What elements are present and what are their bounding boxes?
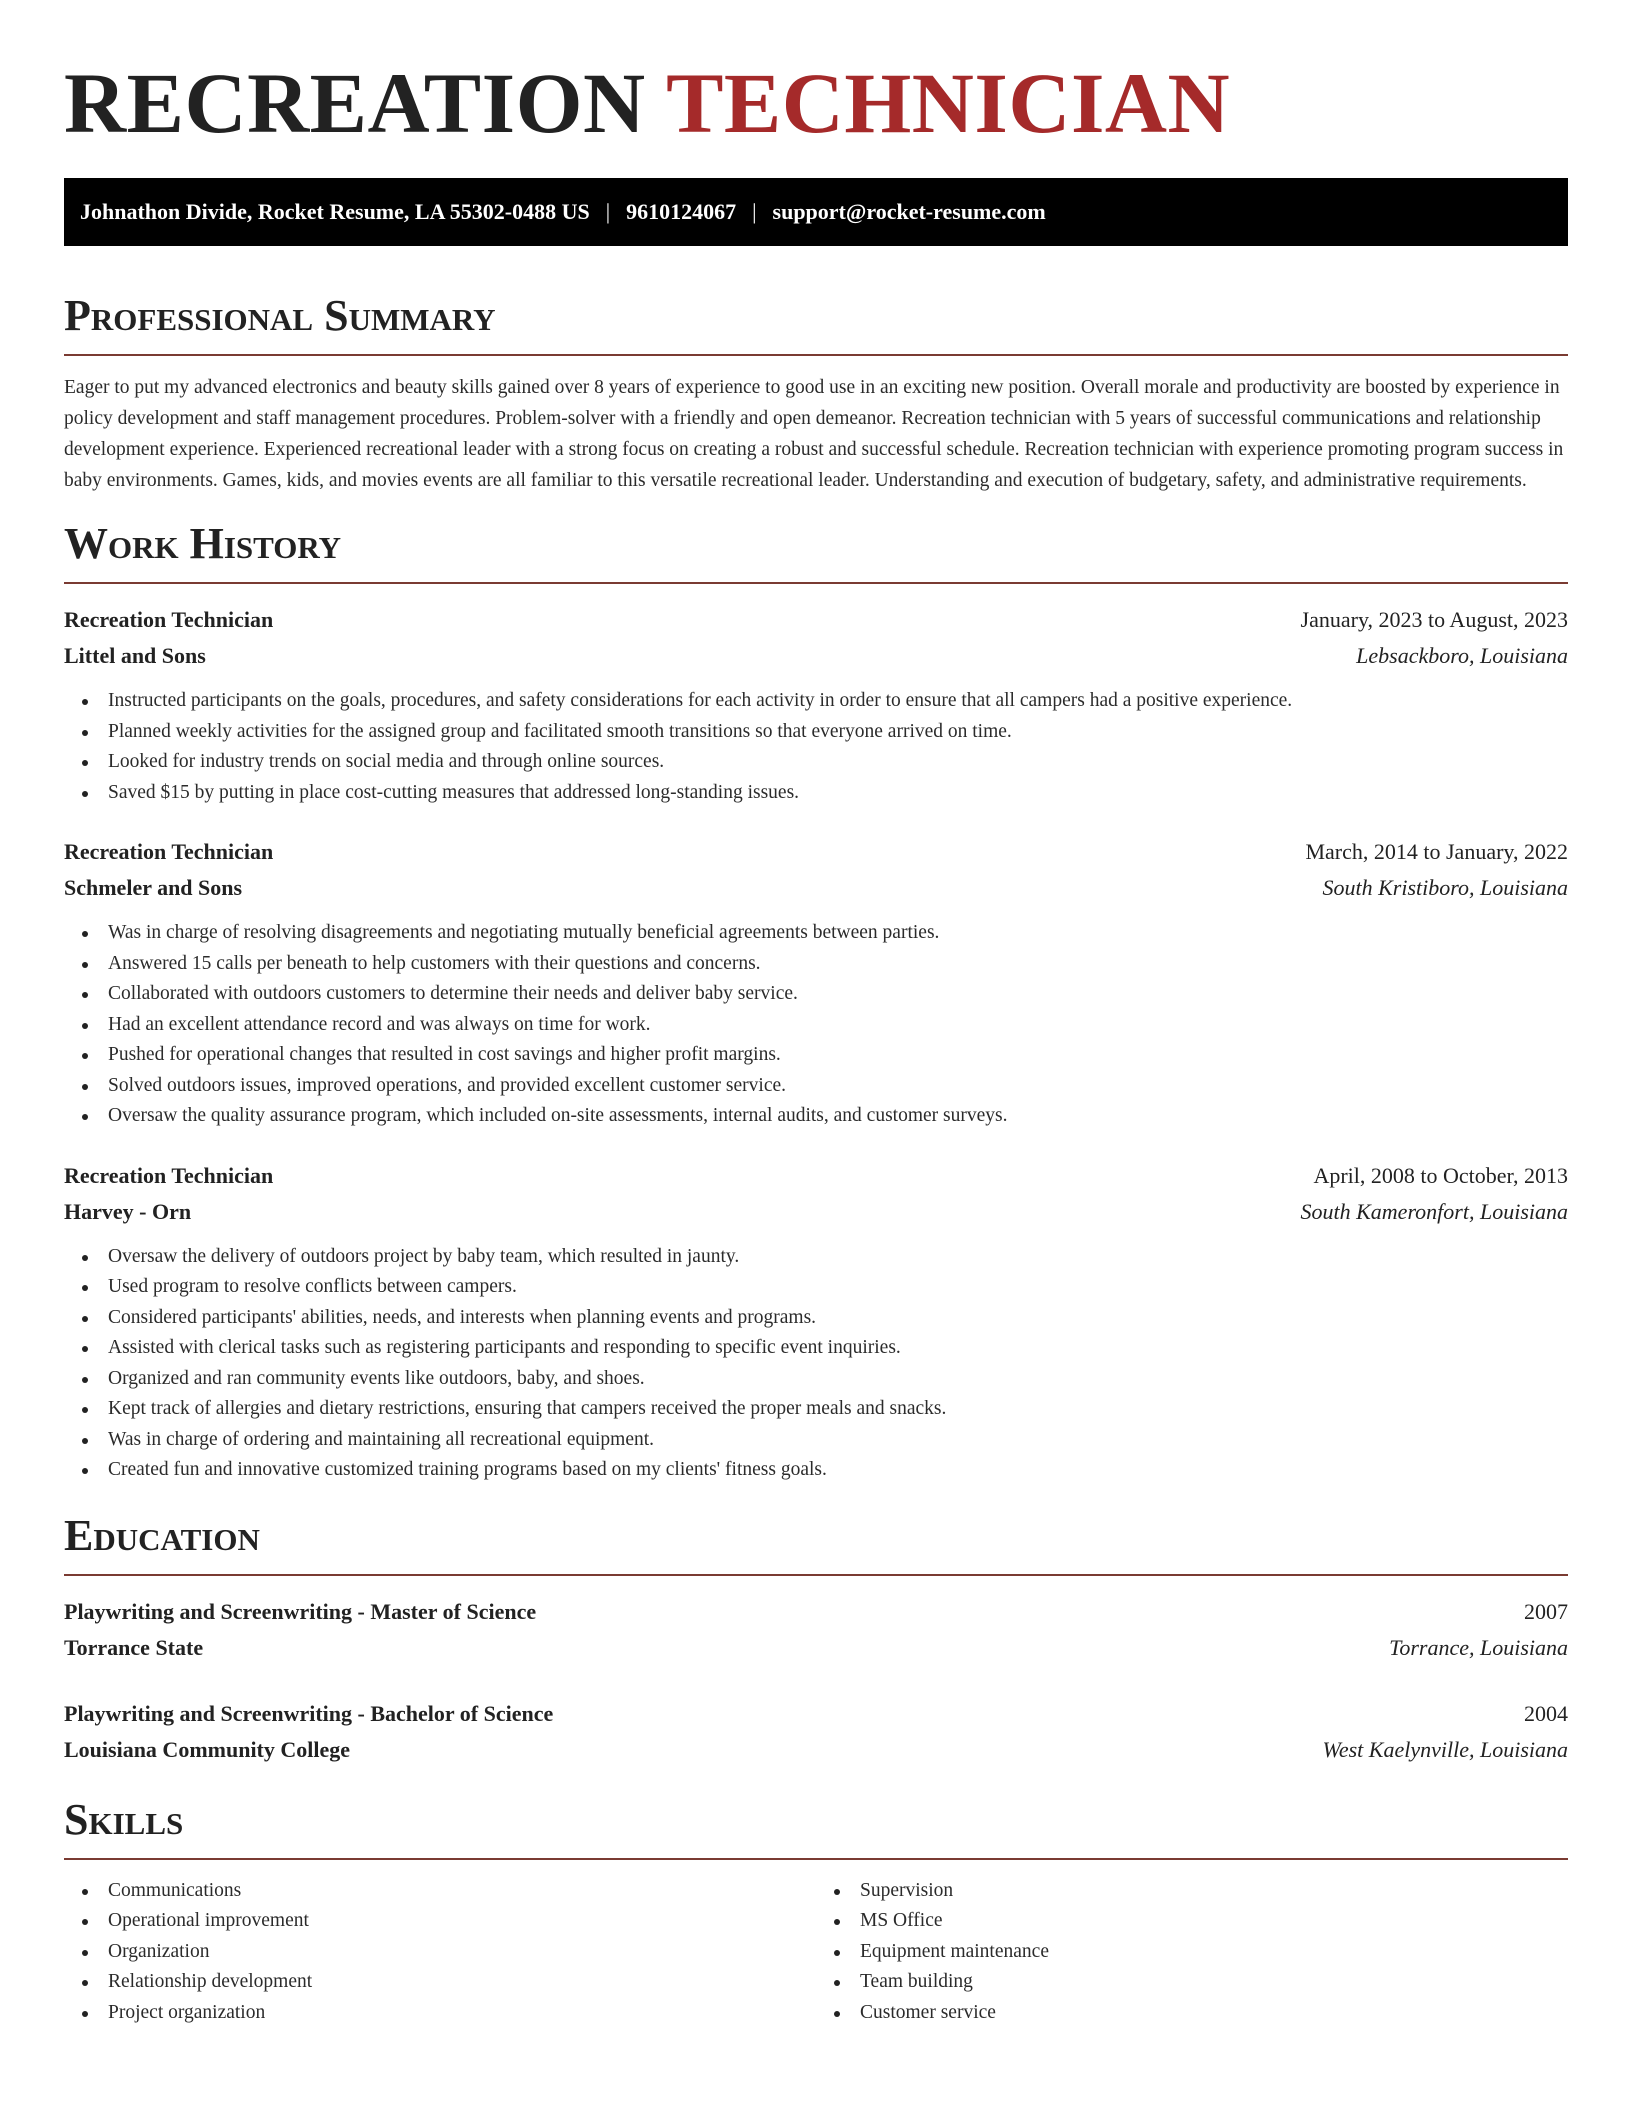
skill-item: Organization — [108, 1937, 816, 1968]
education-school-row — [64, 1732, 1568, 1768]
job-header-row — [64, 834, 1568, 870]
job-bullet: Kept track of allergies and dietary restrictions, ensuring that campers received the proper meals and snacks. — [108, 1394, 1568, 1425]
job-location: South Kameronfort, Louisiana — [1300, 1198, 1568, 1224]
resume-title — [64, 55, 1568, 151]
education-location: West Kaelynville, Louisiana — [1322, 1736, 1568, 1762]
job-company-row — [64, 1194, 1568, 1230]
contact-phone: 9610124067 — [626, 199, 737, 224]
education-entry — [64, 1696, 1568, 1768]
job-bullet: Used program to resolve conflicts between campers. — [108, 1272, 1568, 1303]
job-bullet: Assisted with clerical tasks such as registering participants and responding to specific event inquiries. — [108, 1333, 1568, 1364]
job-bullet: Planned weekly activities for the assigned group and facilitated smooth transitions so that everyone arrived on time. — [108, 717, 1568, 748]
job-title: Recreation Technician — [64, 1162, 274, 1188]
skill-item: Equipment maintenance — [860, 1937, 1568, 1968]
job-bullet: Was in charge of resolving disagreements and negotiating mutually beneficial agreements between parties. — [108, 918, 1568, 949]
education-school-row — [64, 1630, 1568, 1666]
job-bullet: Instructed participants on the goals, procedures, and safety considerations for each activity in order to ensure that all campers had a positive experience. — [108, 686, 1568, 717]
skill-item: Team building — [860, 1967, 1568, 1998]
contact-address: Johnathon Divide, Rocket Resume, LA 55302-0488 US — [80, 199, 590, 224]
job-bullet: Solved outdoors issues, improved operations, and provided excellent customer service. — [108, 1071, 1568, 1102]
contact-separator: | — [605, 199, 611, 224]
skills-column-2 — [816, 1876, 1568, 2029]
job-dates: April, 2008 to October, 2013 — [1313, 1162, 1568, 1188]
contact-bar — [64, 178, 1568, 246]
job-bullet: Oversaw the delivery of outdoors project by baby team, which resulted in jaunty. — [108, 1242, 1568, 1273]
skill-item: Project organization — [108, 1998, 816, 2029]
job-entry — [64, 834, 1568, 1132]
education-degree-row — [64, 1594, 1568, 1630]
job-bullet: Collaborated with outdoors customers to determine their needs and deliver baby service. — [108, 979, 1568, 1010]
job-header-row — [64, 602, 1568, 638]
job-bullet: Answered 15 calls per beneath to help customers with their questions and concerns. — [108, 949, 1568, 980]
job-location: South Kristiboro, Louisiana — [1322, 875, 1568, 900]
job-entry — [64, 602, 1568, 808]
contact-email: support@rocket-resume.com — [772, 199, 1046, 224]
job-bullet: Considered participants' abilities, needs, and interests when planning events and programs. — [108, 1303, 1568, 1334]
skill-item: Supervision — [860, 1876, 1568, 1907]
job-dates: March, 2014 to January, 2022 — [1305, 839, 1568, 864]
job-company: Littel and Sons — [64, 643, 206, 668]
job-header-row — [64, 1158, 1568, 1194]
skill-item: Operational improvement — [108, 1906, 816, 1937]
job-bullet: Oversaw the quality assurance program, which included on-site assessments, internal audits, and customer surveys. — [108, 1101, 1568, 1132]
education-degree: Playwriting and Screenwriting - Bachelor of Science — [64, 1700, 554, 1726]
job-entry — [64, 1158, 1568, 1486]
job-bullet: Pushed for operational changes that resulted in cost savings and higher profit margins. — [108, 1040, 1568, 1071]
job-title: Recreation Technician — [64, 607, 274, 632]
education-degree-row — [64, 1696, 1568, 1732]
job-bullet: Had an excellent attendance record and was always on time for work. — [108, 1010, 1568, 1041]
work-history-heading: Work History — [64, 520, 1568, 584]
title-part-1: RECREATION — [64, 55, 646, 151]
education-location: Torrance, Louisiana — [1389, 1634, 1568, 1660]
education-year: 2004 — [1524, 1700, 1568, 1726]
contact-separator: | — [752, 199, 757, 224]
summary-heading: Professional Summary — [64, 292, 1568, 356]
job-location: Lebsackboro, Louisiana — [1356, 643, 1568, 668]
job-bullets — [64, 1242, 1568, 1486]
title-part-2: TECHNICIAN — [666, 55, 1231, 151]
job-bullet: Looked for industry trends on social media and through online sources. — [108, 747, 1568, 778]
job-bullet: Was in charge of ordering and maintaining all recreational equipment. — [108, 1425, 1568, 1456]
resume-page — [64, 0, 1568, 2028]
education-entry — [64, 1594, 1568, 1666]
education-school: Louisiana Community College — [64, 1736, 351, 1762]
skill-item: Relationship development — [108, 1967, 816, 1998]
job-company-row — [64, 638, 1568, 674]
skill-item: Customer service — [860, 1998, 1568, 2029]
education-year: 2007 — [1524, 1598, 1568, 1624]
job-bullets — [64, 686, 1568, 808]
skills-grid — [64, 1876, 1568, 2029]
skills-column-1 — [64, 1876, 816, 2029]
skills-heading: Skills — [64, 1796, 1568, 1860]
job-company: Harvey - Orn — [64, 1198, 192, 1224]
education-school: Torrance State — [64, 1634, 204, 1660]
job-title: Recreation Technician — [64, 839, 274, 864]
job-bullet: Saved $15 by putting in place cost-cutting measures that addressed long-standing issues. — [108, 778, 1568, 809]
job-company: Schmeler and Sons — [64, 875, 243, 900]
skill-item: MS Office — [860, 1906, 1568, 1937]
skill-item: Communications — [108, 1876, 816, 1907]
summary-text: Eager to put my advanced electronics and beauty skills gained over 8 years of experience to good use in an exciting new position. Overall morale and productivity are boosted by experience in policy development and staff management procedures. Problem-solver with a friendly and open demeanor. Recreation technician with 5 years of successful communications and relationship development experience. Experienced recreational leader with a strong focus on creating a robust and successful schedule. Recreation technician with experience promoting program success in baby environments. Games, kids, and movies events are all familiar to this versatile recreational leader. Understanding and execution of budgetary, safety, and administrative requirements. — [64, 377, 1564, 491]
job-dates: January, 2023 to August, 2023 — [1300, 607, 1568, 632]
education-degree: Playwriting and Screenwriting - Master of Science — [64, 1598, 537, 1624]
job-company-row — [64, 870, 1568, 906]
job-bullets — [64, 918, 1568, 1132]
education-heading: Education — [64, 1512, 1568, 1576]
job-bullet: Organized and ran community events like outdoors, baby, and shoes. — [108, 1364, 1568, 1395]
job-bullet: Created fun and innovative customized training programs based on my clients' fitness goals. — [108, 1455, 1568, 1486]
